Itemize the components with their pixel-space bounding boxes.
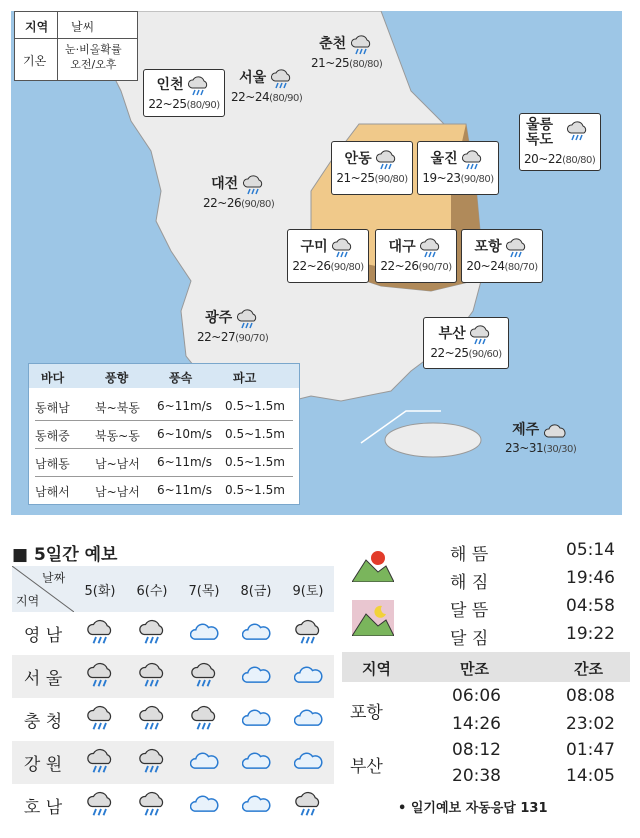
forecast-row [12,741,334,784]
legend-weather: 날씨 [71,20,95,34]
sea-cell: 0.5~1.5m [225,399,285,413]
rain-icon [282,618,336,650]
cloud-icon [282,704,336,734]
sea-cell: 6~10m/s [157,427,212,441]
rain-icon [126,747,180,779]
legend-prob: 눈·비올확률 오전/오후 [65,43,122,71]
city-daejeon: 대전 22~26(90/80) [203,173,274,210]
rain-icon [270,68,294,90]
city-incheon: 인천 22~25(80/90) [143,69,225,117]
sea-cell: 0.5~1.5m [225,455,285,469]
cloud-icon [178,790,232,820]
sea-cell: 6~11m/s [157,455,212,469]
tide-high: 14:26 [452,714,501,734]
cloud-icon [230,661,284,691]
tide-low: 23:02 [566,714,615,734]
rain-icon [74,618,128,650]
rain-icon [74,747,128,779]
day-header: 7(목) [188,583,220,599]
rain-icon [126,704,180,736]
sunrise-icon [352,546,394,582]
rain-icon [74,661,128,693]
rain-icon [74,790,128,822]
city-gwangju: 광주 22~27(90/70) [197,307,268,344]
tide-high: 06:06 [452,686,501,706]
sunrise-time: 05:14 [566,540,615,560]
rain-icon [242,174,266,196]
cloud-icon [178,618,232,648]
cloud-icon [230,747,284,777]
moonset-time: 19:22 [566,624,615,644]
forecast-grid [12,566,334,828]
sunset-label: 해 짐 [450,573,489,593]
moonset-label: 달 짐 [450,629,489,649]
cloud-icon [230,790,284,820]
phone-service-note: • 일기예보 자동응답 131 [398,801,548,816]
rain-icon [178,661,232,693]
sea-cell: 남~남서 [95,457,140,471]
tide-low: 08:08 [566,686,615,706]
tide-high: 20:38 [452,766,501,786]
rain-icon [74,704,128,736]
forecast-header-row [12,566,334,613]
sea-cell: 동해중 [35,429,70,443]
rain-icon [187,75,211,97]
tide-low: 14:05 [566,766,615,786]
sea-header-speed: 풍속 [169,371,193,385]
sea-cell: 0.5~1.5m [225,427,285,441]
tide-high: 08:12 [452,740,501,760]
day-header: 9(토) [292,583,324,599]
forecast-row [12,612,334,655]
rain-icon [282,790,336,822]
city-busan: 부산 22~25(90/60) [423,317,509,369]
forecast-region: 호 남 [23,798,63,818]
rain-icon [469,324,493,346]
moon-icon [352,600,394,636]
day-header: 6(수) [136,583,168,599]
city-gumi: 구미 22~26(90/80) [287,229,369,283]
sea-cell: 6~11m/s [157,483,212,497]
sea-header-sea: 바다 [41,371,65,385]
city-uljin: 울진 19~23(90/80) [417,141,499,195]
sea-cell: 6~11m/s [157,399,212,413]
map-legend [14,11,138,81]
city-jeju: 제주 23~31(30/30) [505,422,577,455]
city-pohang: 포항 20~24(80/70) [461,229,543,283]
tide-region: 부산 [350,757,383,777]
forecast-region: 영 남 [23,626,63,646]
moonrise-label: 달 뜸 [450,601,489,621]
cloud-icon [282,661,336,691]
rain-icon [331,237,355,259]
day-header: 8(금) [240,583,272,599]
city-chuncheon: 춘천 21~25(80/80) [311,33,382,70]
sea-cell: 남해동 [35,457,70,471]
corner-region: 지역 [16,594,40,608]
legend-temp: 기온 [23,54,47,68]
cloud-icon [282,747,336,777]
tide-header-low: 간조 [574,660,603,678]
legend-region: 지역 [25,20,49,34]
forecast-region: 충 청 [23,712,63,732]
rain-icon [236,308,260,330]
sea-header-wave: 파고 [233,371,257,385]
tide-header-region: 지역 [362,660,391,678]
day-header: 5(화) [84,583,116,599]
tide-region: 포항 [350,703,383,723]
forecast-region: 강 원 [23,755,63,775]
city-andong: 안동 21~25(90/80) [331,141,413,195]
sea-cell: 남~남서 [95,485,140,499]
rain-icon [178,704,232,736]
forecast-row [12,655,334,698]
moonrise-time: 04:58 [566,596,615,616]
city-seoul: 서울 22~24(80/90) [231,67,302,104]
corner-date: 날짜 [42,571,66,585]
rain-icon [350,34,374,56]
sunrise-label: 해 뜸 [450,545,489,565]
cloud-icon [178,747,232,777]
city-daegu: 대구 22~26(90/70) [375,229,457,283]
rain-icon [126,661,180,693]
sea-cell: 북동~동 [95,429,140,443]
forecast-row [12,784,334,827]
rain-icon [566,120,590,142]
rain-icon [461,149,485,171]
rain-icon [126,618,180,650]
forecast-title: ■ 5일간 예보 [12,545,118,565]
tide-low: 01:47 [566,740,615,760]
rain-icon [375,149,399,171]
sea-cell: 동해남 [35,401,70,415]
sea-header-direction: 풍향 [105,371,129,385]
city-ulleung-dokdo: 울릉 독도 20~22(80/80) [519,113,601,171]
rain-icon [419,237,443,259]
sea-conditions-table [28,363,300,505]
tide-header [342,652,630,682]
weather-map [11,11,622,515]
cloud-icon [230,704,284,734]
cloud-icon [230,618,284,648]
forecast-region: 서 울 [23,669,63,689]
forecast-row [12,698,334,741]
tide-header-high: 만조 [460,660,489,678]
sea-cell: 남해서 [35,485,70,499]
rain-icon [505,237,529,259]
sea-cell: 북~북동 [95,401,140,415]
rain-icon [126,790,180,822]
sunset-time: 19:46 [566,568,615,588]
cloud-icon [543,421,569,441]
sea-cell: 0.5~1.5m [225,483,285,497]
